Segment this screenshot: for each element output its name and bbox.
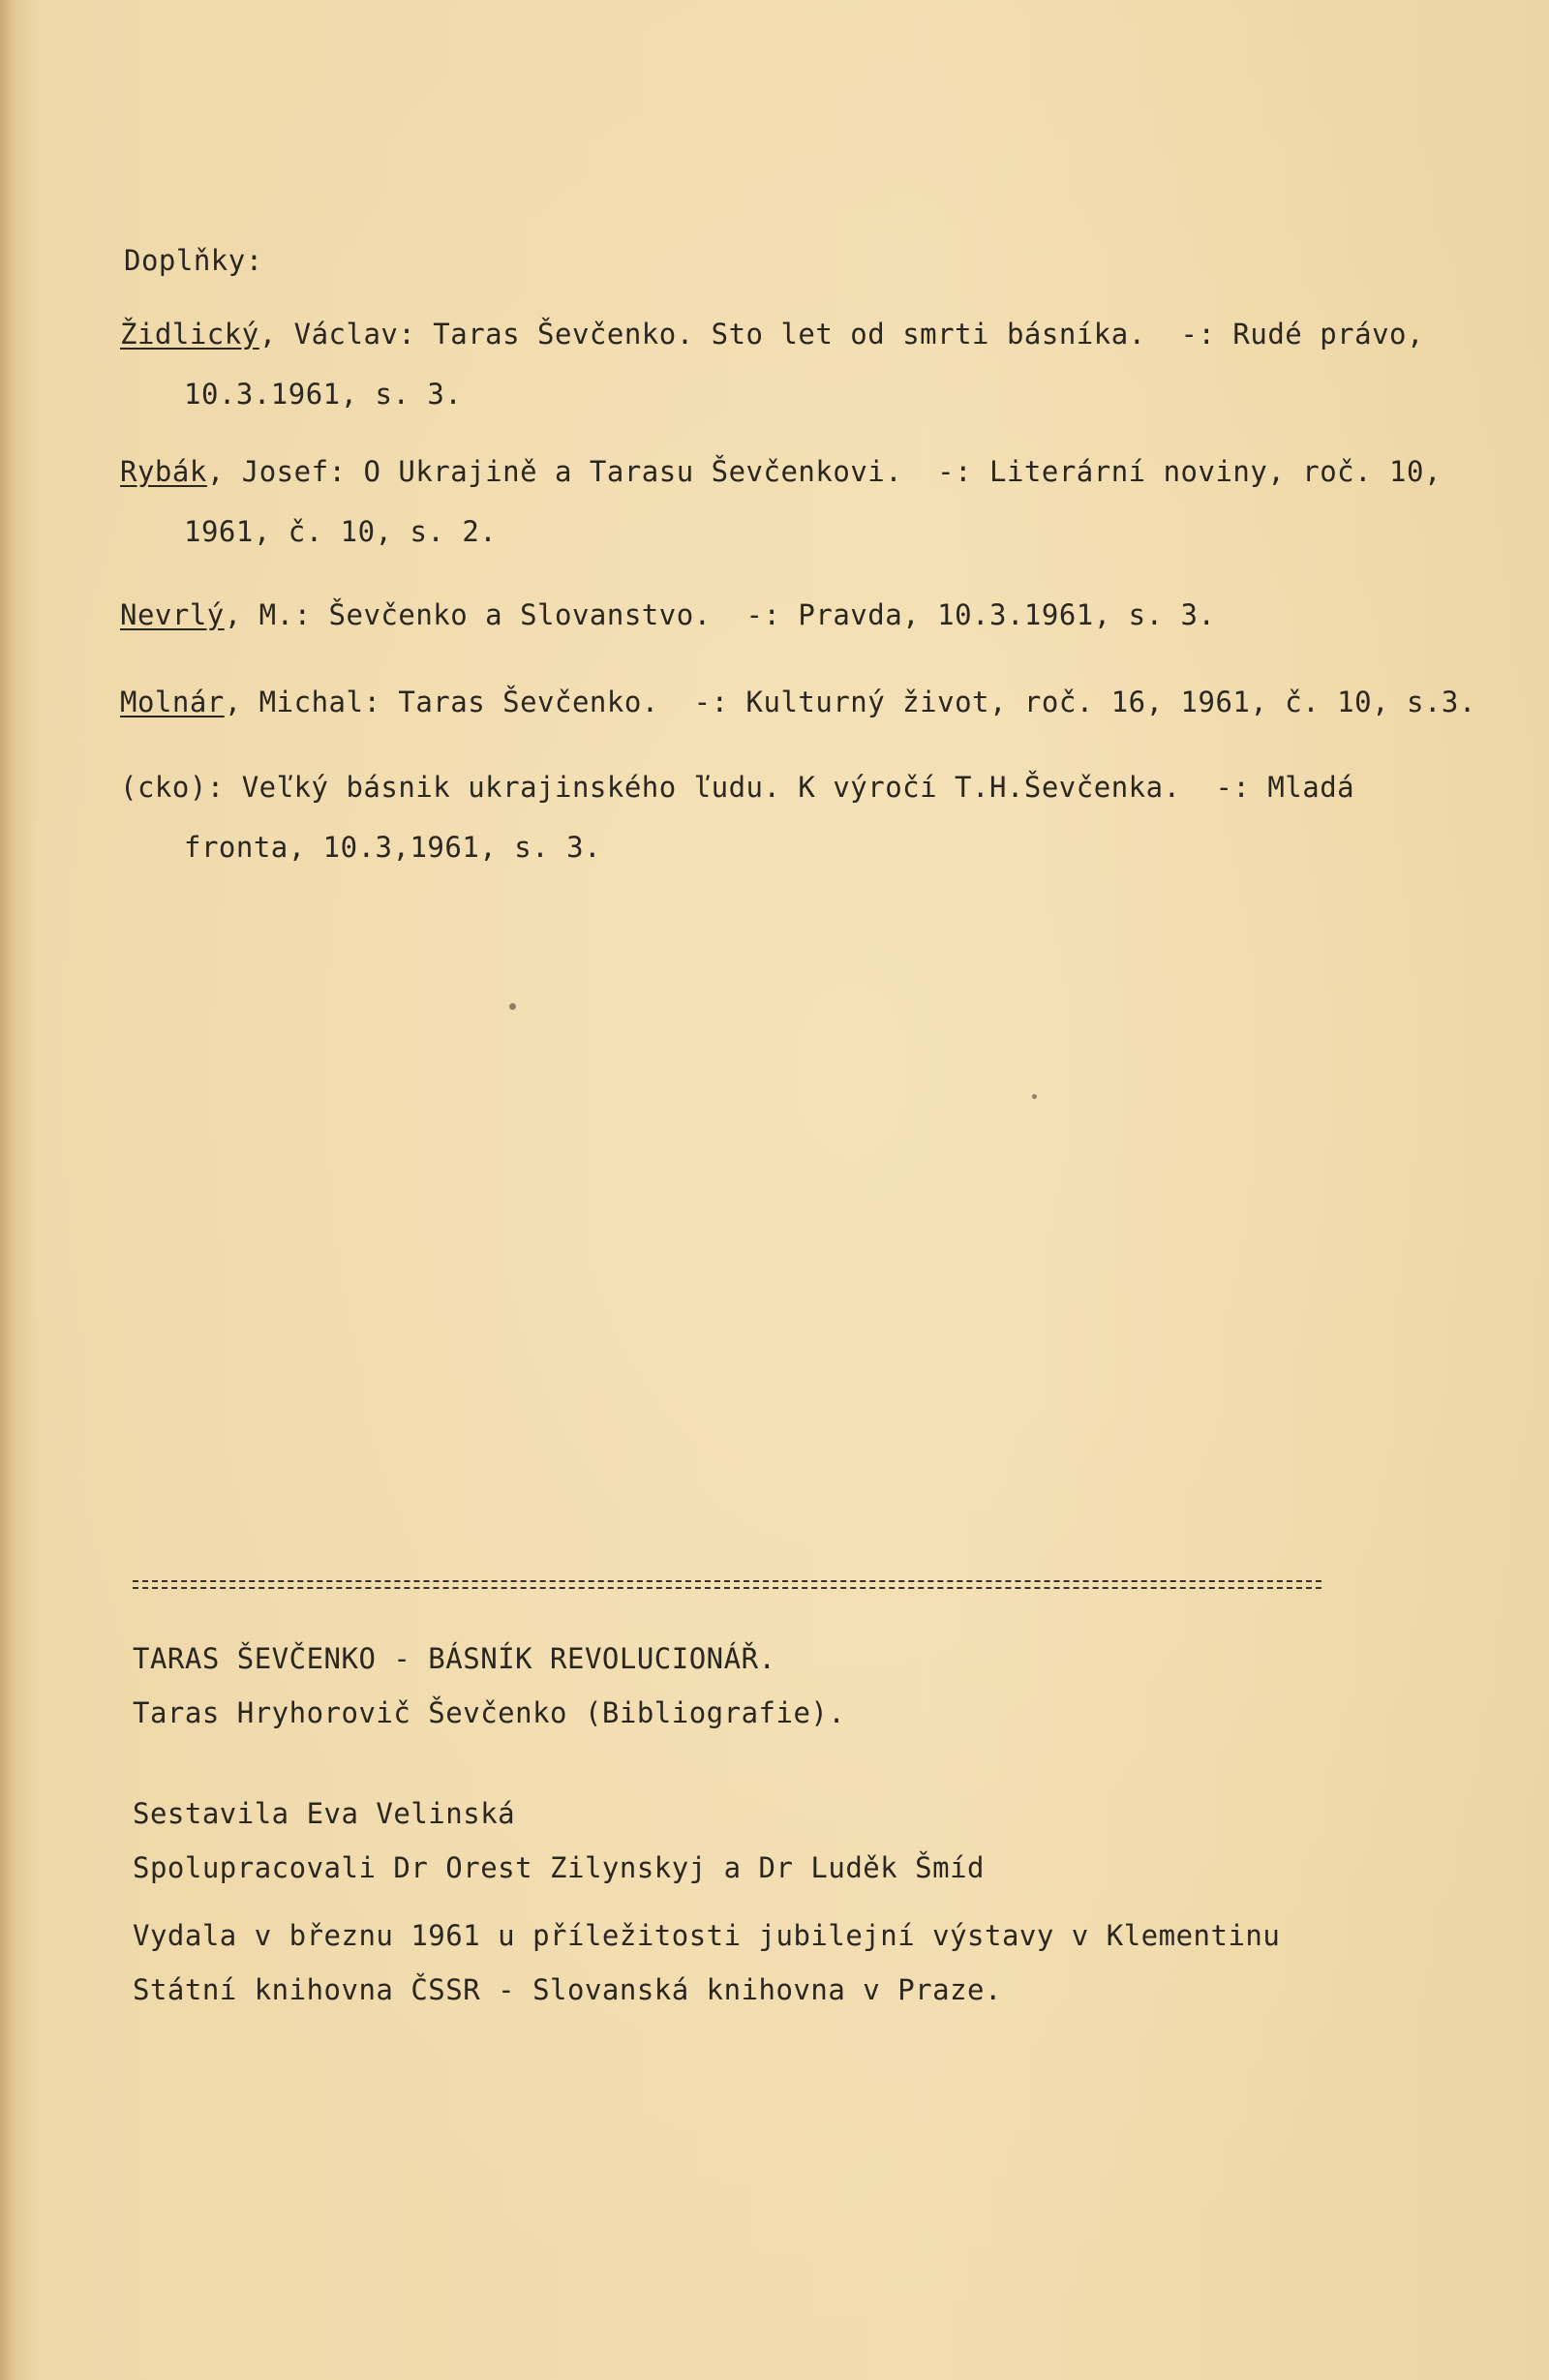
entry-author: Židlický xyxy=(120,318,259,351)
paper-speck xyxy=(1032,1094,1037,1099)
colophon-compiled-by: Sestavila Eva Velinská xyxy=(133,1797,516,1830)
entry-text: , Josef: O Ukrajině a Tarasu Ševčenkovi. -: Literární noviny, roč. 10, xyxy=(206,455,1442,488)
colophon-title: TARAS ŠEVČENKO - BÁSNÍK REVOLUCIONÁŘ. xyxy=(133,1642,776,1675)
separator-line xyxy=(133,1580,1321,1589)
entry-2-line-1 xyxy=(120,455,1442,488)
entry-4-line-1 xyxy=(120,686,1476,718)
entry-2-line-2: 1961, č. 10, s. 2. xyxy=(184,515,498,548)
entry-1-line-2: 10.3.1961, s. 3. xyxy=(184,378,463,411)
entry-5-line-1: (cko): Veľký básnik ukrajinského ľudu. K výročí T.H.Ševčenka. -: Mladá xyxy=(120,771,1355,804)
colophon-collaborators: Spolupracovali Dr Orest Zilynskyj a Dr Luděk Šmíd xyxy=(133,1851,986,1884)
entry-text: , M.: Ševčenko a Slovanstvo. -: Pravda, 10.3.1961, s. 3. xyxy=(224,598,1216,631)
entry-author: Molnár xyxy=(120,686,225,718)
entry-author: Rybák xyxy=(120,455,207,488)
entry-text: , Václav: Taras Ševčenko. Sto let od smrti básníka. -: Rudé právo, xyxy=(258,318,1424,351)
heading: Doplňky: xyxy=(124,244,263,277)
entry-5-line-2: fronta, 10.3,1961, s. 3. xyxy=(184,831,602,864)
entry-text: , Michal: Taras Ševčenko. -: Kulturný život, roč. 16, 1961, č. 10, s.3. xyxy=(224,686,1476,718)
entry-author: Nevrlý xyxy=(120,598,225,631)
paper-speck xyxy=(509,1003,516,1010)
colophon-published-line-2: Státní knihovna ČSSR - Slovanská knihovna v Praze. xyxy=(133,1973,1002,2006)
colophon-published-line-1: Vydala v březnu 1961 u příležitosti jubilejní výstavy v Klementinu xyxy=(133,1919,1281,1952)
colophon-subtitle: Taras Hryhorovič Ševčenko (Bibliografie). xyxy=(133,1696,846,1729)
entry-1-line-1 xyxy=(120,318,1424,351)
entry-3-line-1 xyxy=(120,598,1215,631)
